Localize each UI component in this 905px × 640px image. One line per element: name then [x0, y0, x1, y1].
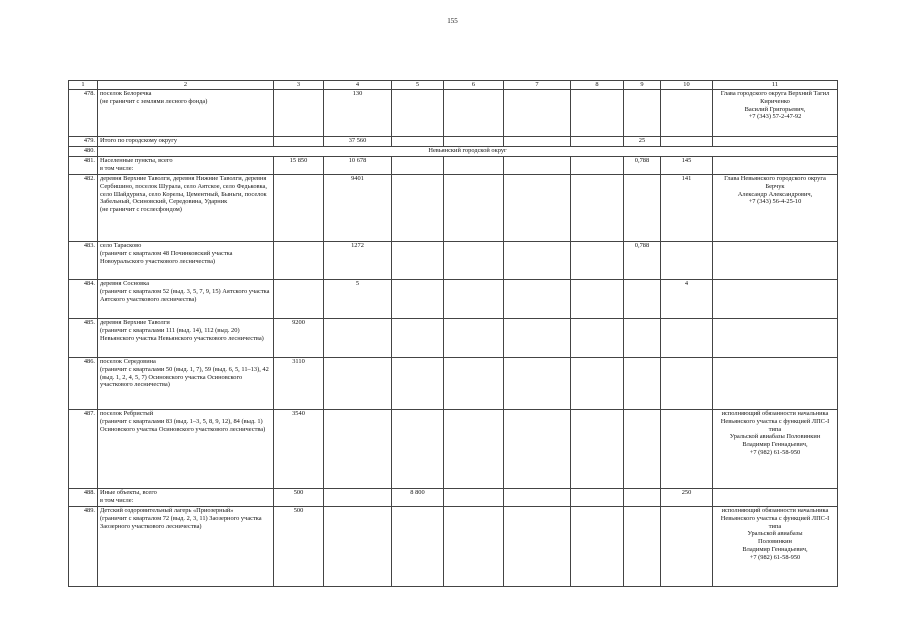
cell-col3: [274, 242, 324, 280]
cell-col10: 4: [661, 280, 713, 319]
cell-col4: [324, 410, 392, 489]
responsible-contact: Глава городского округа Верхний Тагил Кириченко Василий Григорьевич, +7 (343) 57-2-47-92: [713, 90, 838, 137]
row-name: деревня Верхние Таволги (граничит с кварталами 111 (выд. 14), 112 (выд. 20) Невьянского участка Невьянского участкового лесничества): [98, 319, 274, 358]
row-name: деревня Верхние Таволги, деревня Нижние Таволги, деревня Сербишино, поселок Шурала, село Аятское, село Федьковка, село Шайдуриха, село Корелы, Цементный, Быньги, поселок Забельный, Осиновский, Середовина, Ударник (не граничит с гослесфондом): [98, 175, 274, 242]
column-header: 11: [713, 81, 838, 90]
cell-col9: [624, 410, 661, 489]
cell-col7: [504, 137, 571, 147]
cell-col6: [444, 489, 504, 507]
cell-col6: [444, 90, 504, 137]
cell-col7: [504, 410, 571, 489]
cell-col8: [571, 242, 624, 280]
cell-col7: [504, 358, 571, 410]
cell-col7: [504, 489, 571, 507]
row-number: 482.: [69, 175, 98, 242]
cell-col7: [504, 319, 571, 358]
cell-col3: 500: [274, 507, 324, 587]
responsible-contact: [713, 157, 838, 175]
row-number: 487.: [69, 410, 98, 489]
column-header: 6: [444, 81, 504, 90]
cell-col7: [504, 280, 571, 319]
row-name: Иные объекты, всего в том числе:: [98, 489, 274, 507]
cell-col9: 0,788: [624, 157, 661, 175]
cell-col9: [624, 358, 661, 410]
cell-col5: [392, 280, 444, 319]
cell-col6: [444, 280, 504, 319]
row-name: Детский оздоровительный лагерь «Приозерный» (граничит с кварталом 72 (выд. 2, 3, 11) Заозерного участка Заозерного участкового лесничества): [98, 507, 274, 587]
cell-col5: [392, 242, 444, 280]
table-row: [69, 280, 838, 319]
cell-col9: [624, 489, 661, 507]
table-row: [69, 489, 838, 507]
cell-col3: 3540: [274, 410, 324, 489]
responsible-contact: [713, 358, 838, 410]
cell-col9: [624, 90, 661, 137]
cell-col4: 5: [324, 280, 392, 319]
row-name: поселок Середовина (граничит с кварталами 50 (выд. 1, 7), 59 (выд. 6, 5, 11–13), 42 (выд. 1, 2, 4, 5, 7) Осиновского участка Осиновского участкового лесничества): [98, 358, 274, 410]
cell-col4: [324, 489, 392, 507]
cell-col6: [444, 319, 504, 358]
cell-col6: [444, 157, 504, 175]
cell-col8: [571, 157, 624, 175]
cell-col10: [661, 90, 713, 137]
cell-col5: 8 800: [392, 489, 444, 507]
cell-col6: [444, 242, 504, 280]
cell-col8: [571, 507, 624, 587]
cell-col4: 37 560: [324, 137, 392, 147]
cell-col5: [392, 157, 444, 175]
responsible-contact: [713, 242, 838, 280]
cell-col8: [571, 175, 624, 242]
row-number: 479.: [69, 137, 98, 147]
responsible-contact: [713, 137, 838, 147]
cell-col4: 10 678: [324, 157, 392, 175]
row-number: 483.: [69, 242, 98, 280]
row-name: Итого по городскому округу: [98, 137, 274, 147]
cell-col5: [392, 507, 444, 587]
cell-col3: 500: [274, 489, 324, 507]
cell-col9: [624, 507, 661, 587]
cell-col6: [444, 507, 504, 587]
column-header: 5: [392, 81, 444, 90]
cell-col8: [571, 410, 624, 489]
cell-col4: [324, 319, 392, 358]
cell-col7: [504, 90, 571, 137]
table-header-row: [69, 81, 838, 90]
responsible-contact: [713, 280, 838, 319]
cell-col6: [444, 137, 504, 147]
row-number: 485.: [69, 319, 98, 358]
column-header: 10: [661, 81, 713, 90]
row-number: 481.: [69, 157, 98, 175]
row-number: 484.: [69, 280, 98, 319]
cell-col10: 141: [661, 175, 713, 242]
cell-col7: [504, 157, 571, 175]
row-name: Населенные пункты, всего в том числе:: [98, 157, 274, 175]
column-header: 7: [504, 81, 571, 90]
cell-col9: [624, 175, 661, 242]
table-row: [69, 242, 838, 280]
table-row: [69, 358, 838, 410]
cell-col6: [444, 358, 504, 410]
cell-col5: [392, 319, 444, 358]
cell-col3: [274, 137, 324, 147]
cell-col6: [444, 410, 504, 489]
cell-col3: [274, 90, 324, 137]
responsible-contact: исполняющий обязанности начальника Невьянского участка с функцией ЛПС-I типа Уральской авиабазы Половинкин Владимир Геннадьевич, +7 (982) 61-58-950: [713, 410, 838, 489]
cell-col4: 130: [324, 90, 392, 137]
cell-col3: 3110: [274, 358, 324, 410]
cell-col10: 145: [661, 157, 713, 175]
cell-col5: [392, 90, 444, 137]
cell-col5: [392, 358, 444, 410]
column-header: 8: [571, 81, 624, 90]
cell-col10: [661, 242, 713, 280]
table-row: [69, 507, 838, 587]
row-number: 478.: [69, 90, 98, 137]
cell-col5: [392, 410, 444, 489]
table-row: [69, 137, 838, 147]
cell-col6: [444, 175, 504, 242]
district-title: Невьянский городской округ: [98, 147, 838, 157]
cell-col4: 1272: [324, 242, 392, 280]
row-name: поселок Ребристый (граничит с кварталами 83 (выд. 1–3, 5, 8, 9, 12), 84 (выд. 1) Осиновского участка Осиновского участкового лесничества): [98, 410, 274, 489]
cell-col8: [571, 137, 624, 147]
cell-col4: [324, 358, 392, 410]
cell-col7: [504, 242, 571, 280]
row-number: 480.: [69, 147, 98, 157]
responsible-contact: [713, 319, 838, 358]
cell-col10: [661, 410, 713, 489]
column-header: 4: [324, 81, 392, 90]
section-title-row: [69, 147, 838, 157]
cell-col8: [571, 90, 624, 137]
row-number: 486.: [69, 358, 98, 410]
responsible-contact: Глава Невьянского городского округа Берчук Александр Александрович, +7 (343) 56-4-25-10: [713, 175, 838, 242]
row-name: село Тарасково (граничит с кварталом 48 Починковский участка Новоуральского участкового лесничества): [98, 242, 274, 280]
table-row: [69, 410, 838, 489]
cell-col8: [571, 358, 624, 410]
cell-col10: [661, 137, 713, 147]
cell-col9: [624, 280, 661, 319]
cell-col5: [392, 137, 444, 147]
cell-col3: [274, 280, 324, 319]
cell-col4: [324, 507, 392, 587]
cell-col10: [661, 507, 713, 587]
responsible-contact: [713, 489, 838, 507]
row-number: 488.: [69, 489, 98, 507]
cell-col10: [661, 319, 713, 358]
column-header: 2: [98, 81, 274, 90]
table-row: [69, 319, 838, 358]
cell-col8: [571, 280, 624, 319]
table-row: [69, 157, 838, 175]
cell-col9: 0,788: [624, 242, 661, 280]
row-number: 489.: [69, 507, 98, 587]
responsible-contact: исполняющий обязанности начальника Невьянского участка с функцией ЛПС-I типа Уральской авиабазы Половинкин Владимир Геннадьевич, +7 (982) 61-58-950: [713, 507, 838, 587]
cell-col3: [274, 175, 324, 242]
cell-col8: [571, 489, 624, 507]
row-name: деревня Сосновка (граничит с кварталом 52 (выд. 3, 5, 7, 9, 15) Аятского участка Аятского участкового лесничества): [98, 280, 274, 319]
column-header: 3: [274, 81, 324, 90]
cell-col7: [504, 175, 571, 242]
table-row: [69, 90, 838, 137]
column-header: 1: [69, 81, 98, 90]
cell-col3: 9200: [274, 319, 324, 358]
cell-col5: [392, 175, 444, 242]
cell-col9: 25: [624, 137, 661, 147]
table-row: [69, 175, 838, 242]
cell-col7: [504, 507, 571, 587]
forest-fire-table: [68, 80, 838, 587]
cell-col10: [661, 358, 713, 410]
page-number: 155: [447, 17, 458, 25]
row-name: поселок Белоречка (не граничит с землями лесного фонда): [98, 90, 274, 137]
cell-col9: [624, 319, 661, 358]
cell-col10: 250: [661, 489, 713, 507]
cell-col8: [571, 319, 624, 358]
cell-col4: 9401: [324, 175, 392, 242]
cell-col3: 15 850: [274, 157, 324, 175]
column-header: 9: [624, 81, 661, 90]
